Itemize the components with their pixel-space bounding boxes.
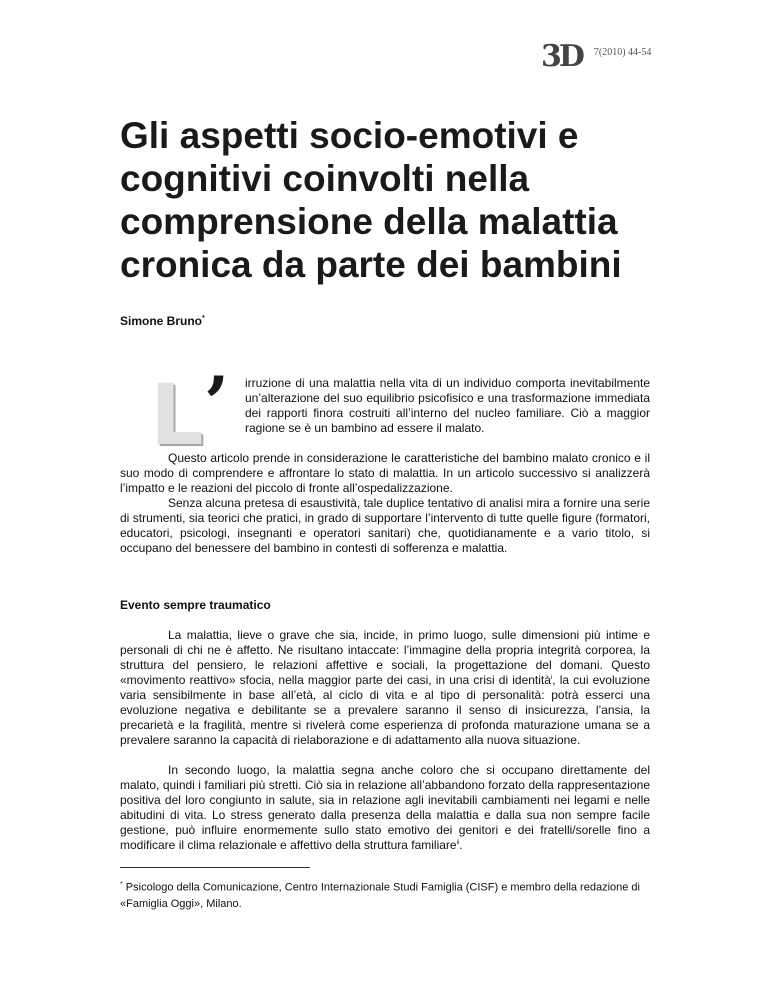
article-title: Gli aspetti socio-emotivi e cognitivi coinvolti nella comprensione della malattia cronica da parte dei bambini xyxy=(120,115,622,285)
endnote-ref-i[interactable]: i xyxy=(550,675,553,681)
journal-logo: 3D xyxy=(541,39,582,74)
endnote-ref-ii[interactable]: ii xyxy=(456,840,460,846)
section-paragraph-1 xyxy=(120,628,650,748)
paragraph-2-text-b: . xyxy=(459,838,463,852)
author-name xyxy=(120,314,205,328)
author-name-text: Simone Bruno xyxy=(120,314,203,328)
intro-lead-paragraph: irruzione di una malattia nella vita di un individuo comporta inevitabilmente un’alterazione del suo equilibrio psicofisico e una trasformazione immediata dei rapporti finora costruiti all’interno del nucleo familiare. Ciò a maggior ragione se è un bambino ad essere il malato. xyxy=(245,376,650,435)
intro-paragraph-3: Senza alcuna pretesa di esaustività, tale duplice tentativo di analisi mira a fornire una serie di strumenti, sia teorici che pratici, in grado di supportare l’intervento di tutte quelle figure (formatori, educatori, psicologi, insegnanti e operatori sanitari) che, quotidianamente e a vario titolo, si occupano del benessere del bambino in contesti di sofferenza e malattia. xyxy=(120,496,650,555)
author-footnote-mark: * xyxy=(202,315,205,322)
journal-header xyxy=(541,39,652,74)
footnote-text: Psicologo della Comunicazione, Centro Internazionale Studi Famiglia (CISF) e membro della redazione di «Famiglia Oggi», Milano. xyxy=(120,881,640,910)
footnote-divider xyxy=(120,867,310,868)
paragraph-1-text-b: , la cui evoluzione varia sensibilmente in base all’età, al ciclo di vita e al tipo di personalità: potrà esserci una evoluzione negativa e debilitante se a prevalere saranno il senso di insicurezza, l’ansia, la precarietà e la fragilità, mentre si rivelerà come esperienza di profonda maturazione umana se a prevalere saranno la capacità di rielaborazione e di adattamento alla nuova situazione. xyxy=(120,673,650,747)
paragraph-2-text-a: In secondo luogo, la malattia segna anche coloro che si occupano direttamente del malato, quindi i familiari più stretti. Ciò sia in relazione all’abbandono forzato della rappresentazione positiva del loro congiunto in salute, sia in relazione agli inevitabili cambiamenti nei legami e nelle abitudini di vita. Lo stress generato dalla presenza della malattia e dalla sua non sempre facile gestione, può influire enormemente sullo stato emotivo dei genitori e dei fratelli/sorelle fino a modificare il clima relazionale e affettivo della struttura familiare xyxy=(120,763,650,852)
footnote-mark: * xyxy=(120,881,123,888)
drop-cap-apostrophe: ’ xyxy=(204,360,230,445)
author-footnote xyxy=(120,877,650,912)
intro-paragraph-2: Questo articolo prende in considerazione le caratteristiche del bambino malato cronico e il suo modo di comprendere e affrontare lo stato di malattia. In un articolo successivo si analizzerà l’impatto e le reazioni del piccolo di fronte all’ospedalizzazione. xyxy=(120,451,650,495)
section-paragraph-2 xyxy=(120,763,650,853)
paragraph-1-text-a: La malattia, lieve o grave che sia, incide, in primo luogo, sulle dimensioni più intime e personali di chi ne è affetto. Ne risultano intaccate: l’immagine della propria integrità corporea, la struttura del pensiero, le relazioni affettive e sociali, la progettazione del domani. Questo «movimento reattivo» sfocia, nella maggior parte dei casi, in una crisi di identità xyxy=(120,628,650,687)
issue-reference: 7(2010) 44-54 xyxy=(593,47,652,58)
drop-cap-letter: L xyxy=(150,366,204,464)
section-heading: Evento sempre traumatico xyxy=(120,598,271,612)
drop-cap xyxy=(150,360,230,464)
